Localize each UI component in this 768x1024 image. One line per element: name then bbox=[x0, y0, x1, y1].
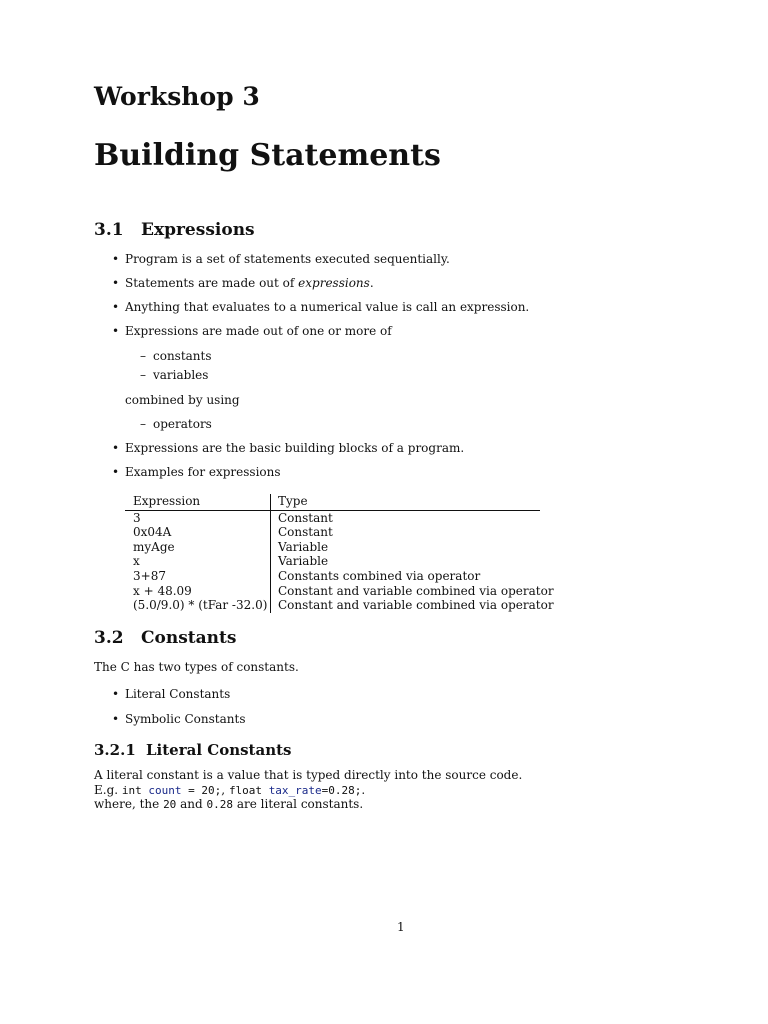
code-text: = 20; bbox=[188, 784, 222, 797]
sub-list-item-text: operators bbox=[153, 417, 212, 431]
code-snippet bbox=[229, 784, 361, 797]
table-cell: Constants combined via operator bbox=[278, 568, 481, 583]
punctuation: . bbox=[361, 783, 366, 797]
list-item-text: Anything that evaluates to a numerical value is call an expression. bbox=[125, 300, 530, 314]
bullet-icon: • bbox=[112, 441, 120, 455]
sub-list-item bbox=[140, 349, 212, 364]
list-item-text: Expressions are made out of one or more of bbox=[125, 324, 392, 338]
table-cell: Variable bbox=[278, 554, 329, 569]
table-header-divider bbox=[125, 510, 540, 511]
list-item-text: Literal Constants bbox=[125, 687, 231, 701]
table-cell: x + 48.09 bbox=[133, 583, 192, 598]
page-number: 1 bbox=[397, 920, 405, 934]
table-row bbox=[125, 569, 540, 584]
table-cell: Constant bbox=[278, 525, 333, 540]
table-row bbox=[125, 511, 540, 526]
combined-text: combined by using bbox=[125, 393, 240, 407]
list-item-text: Symbolic Constants bbox=[125, 712, 246, 726]
subsection-number: 3.2.1 bbox=[94, 741, 136, 759]
punctuation: , bbox=[221, 783, 226, 797]
bullet-icon: • bbox=[112, 276, 120, 290]
table-cell: 3 bbox=[133, 510, 141, 525]
bullet-icon: • bbox=[112, 712, 120, 726]
section-title: Constants bbox=[141, 628, 237, 648]
text: E.g. bbox=[94, 783, 119, 797]
code-literal: 20 bbox=[163, 798, 177, 811]
paragraph-line: A literal constant is a value that is typed directly into the source code. bbox=[94, 768, 523, 782]
code-keyword: int bbox=[121, 784, 142, 797]
list-item bbox=[112, 465, 281, 480]
emphasis-text: expressions bbox=[298, 276, 370, 290]
list-item bbox=[112, 687, 231, 702]
chapter-title: Building Statements bbox=[94, 138, 441, 173]
section-number: 3.2 bbox=[94, 628, 124, 648]
bullet-icon: • bbox=[112, 300, 120, 314]
sub-list-item bbox=[140, 417, 212, 432]
table-cell: Constant and variable combined via operator bbox=[278, 583, 554, 598]
sub-list-item bbox=[140, 368, 209, 383]
punctuation: . bbox=[369, 276, 374, 290]
paragraph-line-where bbox=[94, 797, 363, 812]
paragraph-line-example bbox=[94, 783, 365, 798]
dash-icon: – bbox=[140, 349, 146, 363]
bullet-icon: • bbox=[112, 252, 120, 266]
bullet-icon: • bbox=[112, 465, 120, 479]
code-literal: 0.28 bbox=[206, 798, 234, 811]
list-item-text: Statements are made out of bbox=[125, 276, 295, 290]
sub-list-item-text: variables bbox=[153, 368, 209, 382]
section-intro: The C has two types of constants. bbox=[94, 660, 299, 674]
section-title: Expressions bbox=[141, 220, 255, 240]
table-cell: Variable bbox=[278, 539, 329, 554]
table-cell: myAge bbox=[133, 539, 175, 554]
table-row bbox=[125, 554, 540, 569]
text: and bbox=[180, 797, 203, 811]
subsection-heading-literal-constants bbox=[94, 741, 291, 759]
section-number: 3.1 bbox=[94, 220, 124, 240]
section-heading-expressions bbox=[94, 220, 255, 240]
list-item bbox=[112, 300, 530, 315]
table-header-row bbox=[125, 494, 540, 509]
sub-list-item-text: constants bbox=[153, 349, 212, 363]
bullet-icon: • bbox=[112, 324, 120, 338]
list-item bbox=[112, 441, 465, 456]
text: are literal constants. bbox=[236, 797, 364, 811]
dash-icon: – bbox=[140, 417, 146, 431]
table-header: Expression bbox=[133, 494, 201, 508]
table-header: Type bbox=[278, 494, 308, 508]
table-row bbox=[125, 540, 540, 555]
list-item-text: Examples for expressions bbox=[125, 465, 281, 479]
subsection-title: Literal Constants bbox=[146, 741, 292, 759]
table-cell: Constant bbox=[278, 510, 333, 525]
table-column-divider bbox=[270, 494, 271, 613]
table-row bbox=[125, 583, 554, 599]
dash-icon: – bbox=[140, 368, 146, 382]
table-cell: 3+87 bbox=[133, 568, 166, 583]
list-item bbox=[112, 276, 374, 291]
section-heading-constants bbox=[94, 628, 236, 648]
list-item-text: Program is a set of statements executed sequentially. bbox=[125, 252, 450, 266]
list-item bbox=[112, 712, 246, 727]
table-row bbox=[125, 525, 540, 540]
table-cell: (5.0/9.0) * (tFar -32.0) bbox=[133, 598, 268, 613]
code-identifier: count bbox=[148, 784, 182, 797]
list-item bbox=[112, 252, 450, 267]
code-text: =0.28; bbox=[321, 784, 362, 797]
text: where, the bbox=[94, 797, 160, 811]
bullet-icon: • bbox=[112, 687, 120, 701]
table-cell: 0x04A bbox=[133, 525, 172, 540]
table-row bbox=[125, 598, 554, 613]
chapter-label: Workshop 3 bbox=[94, 82, 260, 111]
code-identifier: tax_rate bbox=[268, 784, 322, 797]
code-keyword: float bbox=[228, 784, 263, 797]
expressions-table bbox=[125, 494, 554, 613]
list-item bbox=[112, 324, 392, 339]
table-cell: Constant and variable combined via operator bbox=[278, 598, 554, 613]
table-cell: x bbox=[133, 554, 140, 569]
list-item-text: Expressions are the basic building blocks of a program. bbox=[125, 441, 465, 455]
code-snippet bbox=[122, 784, 221, 797]
